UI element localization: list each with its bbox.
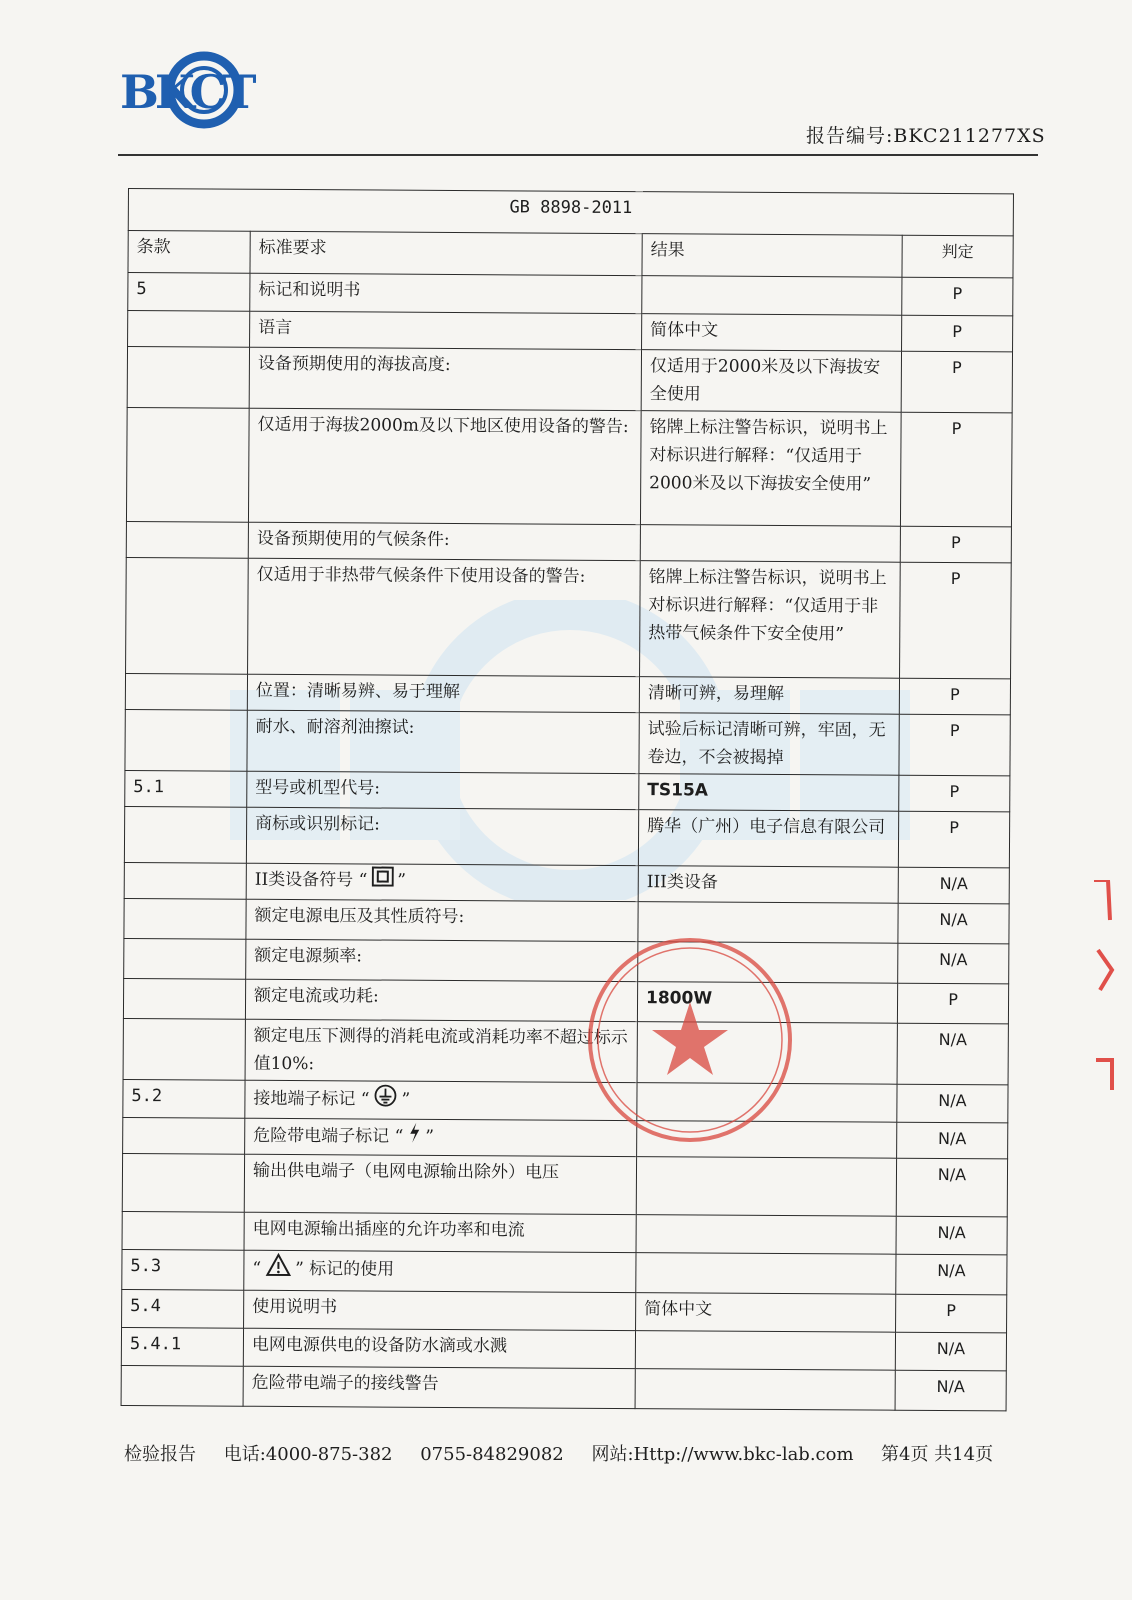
column-header-verdict: 判定 [902, 235, 1013, 278]
official-seal [580, 930, 800, 1150]
table-row [124, 806, 1009, 867]
spec-table [121, 188, 1014, 1411]
clause-cell [126, 557, 249, 674]
requirement-text: “ [252, 1258, 262, 1279]
clause-cell: 5.2 [123, 1079, 245, 1118]
clause-cell [123, 978, 245, 1019]
requirement-text: 输出供电端子（电网电源输出除外）电压 [252, 1160, 560, 1183]
clause-cell: 5.1 [125, 770, 247, 807]
clause-cell [124, 898, 246, 939]
requirement-text: 语言 [258, 317, 293, 339]
clause-cell [125, 709, 247, 771]
table-row [125, 770, 1010, 811]
clause-cell: 5.4 [122, 1289, 244, 1328]
result-cell [635, 1369, 895, 1411]
verdict-cell: P [899, 678, 1010, 715]
table-row [122, 1153, 1007, 1216]
requirement-cell [248, 408, 641, 524]
verdict-cell: N/A [896, 1254, 1007, 1295]
requirement-cell [247, 710, 639, 773]
verdict-cell: P [900, 526, 1011, 563]
table-row [126, 407, 1012, 526]
requirement-cell [244, 1290, 636, 1330]
requirement-cell [246, 863, 638, 901]
requirement-cell [247, 674, 639, 712]
requirement-cell [247, 771, 639, 809]
requirement-cell [249, 347, 641, 410]
table-row [122, 1211, 1007, 1254]
verdict-cell: N/A [895, 1370, 1006, 1411]
result-cell [640, 525, 900, 563]
table-row [121, 1365, 1006, 1410]
requirement-text: 危险带电端子的接线警告 [251, 1372, 439, 1394]
requirement-suffix: ” [401, 1089, 411, 1110]
requirement-cell [245, 1019, 637, 1082]
page-footer [124, 1440, 1024, 1466]
result-cell: 1800W [637, 982, 897, 1024]
verdict-cell: N/A [898, 903, 1009, 944]
verdict-cell: P [899, 714, 1010, 776]
requirement-text: 额定电源电压及其性质符号: [254, 905, 465, 928]
result-cell [642, 276, 902, 316]
table-row [123, 978, 1008, 1023]
requirement-text: 型号或机型代号: [255, 777, 381, 799]
requirement-text: 仅适用于非热带气候条件下使用设备的警告: [256, 564, 586, 587]
clause-cell [127, 347, 249, 409]
requirement-text: 设备预期使用的气候条件: [256, 528, 450, 550]
clause-cell [126, 521, 248, 558]
result-cell [635, 1331, 895, 1371]
requirement-text: 位置：清晰易辨、易于理解 [255, 680, 460, 703]
verdict-cell: P [900, 562, 1012, 679]
table-row [124, 862, 1009, 903]
header-divider [118, 154, 1038, 156]
verdict-cell: P [900, 412, 1012, 527]
result-cell [636, 1157, 896, 1217]
verdict-cell: P [899, 775, 1010, 812]
svg-text:BKCT: BKCT [120, 65, 253, 119]
verdict-cell: P [901, 351, 1012, 413]
requirement-suffix: ” [425, 1126, 435, 1147]
verdict-cell: P [897, 983, 1008, 1024]
footer-label: 检验报告 [124, 1444, 196, 1465]
requirement-cell [250, 311, 642, 349]
table-row [123, 1018, 1008, 1084]
requirement-cell [244, 1250, 636, 1292]
column-header-requirement: 标准要求 [250, 231, 642, 275]
hazardous-live-lightning-icon [407, 1122, 421, 1153]
requirement-cell [244, 1154, 636, 1214]
result-cell: 清晰可辨，易理解 [639, 677, 899, 715]
requirement-text: 电网电源输出插座的允许功率和电流 [252, 1218, 525, 1241]
requirement-cell [246, 807, 638, 865]
clause-cell [126, 407, 249, 522]
clause-cell [124, 806, 246, 863]
clause-cell: 5 [128, 273, 250, 312]
table-row [126, 557, 1012, 678]
requirement-text: 额定电源频率: [254, 945, 363, 967]
table-row [123, 1079, 1008, 1122]
result-cell: TS15A [639, 774, 899, 812]
table-row [125, 709, 1010, 775]
requirement-text: 标记和说明书 [258, 279, 361, 301]
clause-cell [125, 673, 247, 710]
verdict-cell: N/A [896, 1216, 1007, 1255]
class-ii-double-square-icon [371, 866, 393, 895]
requirement-text: 耐水、耐溶剂油擦试: [255, 716, 415, 738]
requirement-text: 额定电流或功耗: [254, 985, 379, 1007]
requirement-cell [243, 1366, 635, 1408]
requirement-cell [250, 273, 642, 313]
clause-cell [122, 1153, 244, 1212]
clause-cell: 5.4.1 [121, 1327, 243, 1366]
requirement-text: 额定电压下测得的消耗电流或消耗功率不超过标示值10%: [253, 1025, 628, 1075]
requirement-cell [243, 1328, 635, 1368]
requirement-cell [248, 558, 641, 676]
table-row [122, 1289, 1007, 1332]
result-cell: 简体中文 [636, 1293, 896, 1333]
clause-cell: 5.3 [122, 1249, 244, 1290]
table-row [128, 273, 1013, 316]
warning-triangle-icon [265, 1253, 291, 1286]
verdict-cell: P [898, 811, 1009, 868]
requirement-cell [248, 522, 640, 560]
footer-page-number: 第4页 共14页 [881, 1444, 994, 1465]
table-row [125, 673, 1010, 714]
table-row [128, 311, 1013, 352]
requirement-suffix: ” 标记的使用 [295, 1259, 395, 1280]
standard-title: GB 8898-2011 [128, 189, 1013, 236]
verdict-cell: P [896, 1294, 1007, 1333]
column-header-clause: 条款 [128, 231, 250, 274]
seal-edge-marks [1086, 880, 1116, 1100]
clause-cell [124, 862, 246, 899]
clause-cell [123, 1117, 245, 1154]
verdict-cell: N/A [897, 1122, 1008, 1159]
result-cell [636, 1215, 896, 1255]
verdict-cell: N/A [898, 867, 1009, 904]
footer-phone-2: 0755-84829082 [420, 1444, 564, 1465]
requirement-text: 电网电源供电的设备防水滴或水溅 [251, 1334, 507, 1357]
result-cell: 铭牌上标注警告标识，说明书上对标识进行解释：“仅适用于2000米及以下海拔安全使用” [640, 411, 901, 527]
requirement-text: 使用说明书 [252, 1296, 338, 1318]
requirement-text: 设备预期使用的海拔高度: [257, 353, 451, 375]
table-row [123, 1117, 1008, 1158]
clause-cell [124, 938, 246, 979]
table-row [121, 1327, 1006, 1370]
requirement-text: II类设备符号 “ [254, 869, 368, 891]
result-cell: 试验后标记清晰可辨，牢固，无卷边，不会被揭掉 [639, 713, 899, 776]
table-row [122, 1249, 1007, 1294]
result-cell: 简体中文 [642, 314, 902, 352]
requirement-cell [245, 979, 637, 1021]
report-number: 报告编号:BKC211277XS [806, 125, 1046, 147]
result-cell: 腾华（广州）电子信息有限公司 [638, 810, 898, 868]
clause-cell [128, 311, 250, 348]
column-header-result: 结果 [642, 234, 902, 278]
requirement-cell [244, 1212, 636, 1252]
requirement-text: 仅适用于海拔2000m及以下地区使用设备的警告: [257, 414, 629, 438]
table-row [124, 938, 1009, 983]
table-row [126, 521, 1011, 562]
result-cell: 仅适用于2000米及以下海拔安全使用 [641, 350, 901, 413]
clause-cell [122, 1211, 244, 1250]
requirement-text: 商标或识别标记: [255, 813, 380, 835]
clause-cell [121, 1365, 243, 1406]
result-cell: 铭牌上标注警告标识，说明书上对标识进行解释：“仅适用于非热带气候条件下安全使用” [640, 561, 901, 679]
table-row [124, 898, 1009, 943]
requirement-cell [245, 1080, 637, 1120]
verdict-cell: N/A [896, 1158, 1007, 1217]
result-cell: III类设备 [638, 866, 898, 904]
requirement-text: 危险带电端子标记 “ [253, 1125, 404, 1147]
footer-website: 网站:Http://www.bkc-lab.com [591, 1444, 854, 1465]
standard-title-row [128, 189, 1013, 236]
clause-cell [123, 1018, 245, 1080]
table-row [127, 347, 1012, 413]
requirement-cell [245, 1118, 637, 1156]
verdict-cell: P [902, 277, 1013, 316]
verdict-cell: N/A [898, 943, 1009, 984]
header-row [128, 231, 1013, 278]
requirement-suffix: ” [397, 870, 407, 891]
bkct-logo [118, 42, 278, 142]
ground-terminal-icon [373, 1084, 397, 1117]
requirement-text: 接地端子标记 “ [253, 1088, 370, 1110]
verdict-cell: P [902, 315, 1013, 352]
verdict-cell: N/A [895, 1332, 1006, 1371]
footer-phone: 电话:4000-875-382 [223, 1444, 393, 1465]
verdict-cell: N/A [897, 1084, 1008, 1123]
result-cell [636, 1253, 896, 1295]
verdict-cell: N/A [897, 1023, 1008, 1085]
